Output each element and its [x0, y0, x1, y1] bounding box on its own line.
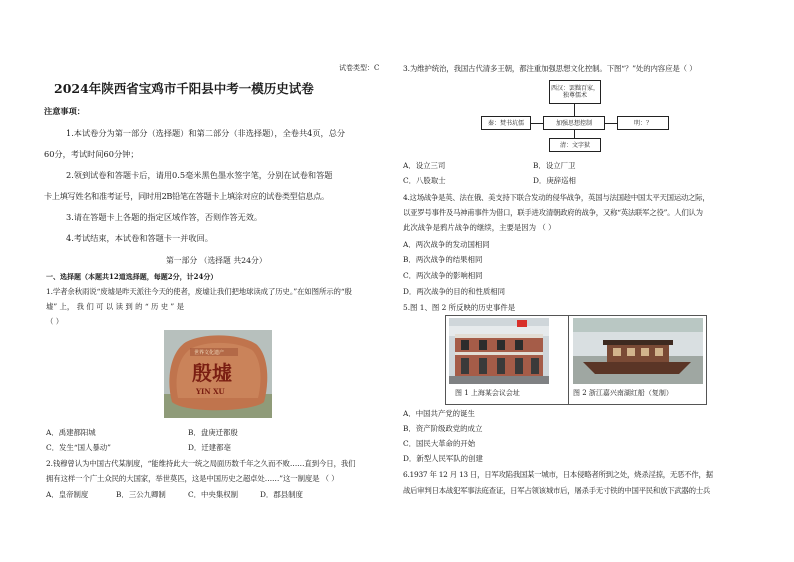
q1-text: 墟” 上， 我 们 可 以 读 到 的 “ 历 史 ” 是 [46, 302, 184, 311]
q3-option-b: B．设立厂卫 [533, 161, 576, 170]
diagram-connector [605, 123, 617, 124]
q5-option-b: B．资产阶级政党的成立 [403, 424, 483, 433]
diagram-connector [531, 123, 543, 124]
q3-option-d: D．庚辞巡相 [533, 176, 576, 185]
q3-option-c: C．八股取士 [403, 176, 446, 185]
page-title: 2024年陕西省宝鸡市千阳县中考一模历史试卷 [54, 81, 314, 96]
notice-heading: 注意事项： [44, 106, 85, 116]
diagram-connector [574, 104, 575, 116]
red-boat-illustration [573, 318, 703, 384]
notice-item: 2.领到试卷和答题卡后，请用0.5毫米黑色墨水签字笔，分别在试卷和答题 [66, 170, 333, 180]
figure1-caption: 图 1 上海某会议会址 [455, 389, 520, 397]
diagram-center-box: 加强思想控制 [543, 116, 605, 130]
figure-divider [568, 315, 569, 405]
diagram-bottom-box: 清：文字狱 [549, 138, 601, 152]
diagram-top-box: 西汉：罢黜百家，独尊儒术 [549, 80, 601, 104]
q6-text: 6.1937 年 12 月 13 日，日军攻陷我国某一城市，日本侵略者所到之处，烧杀淫掠，无恶不作，据 [403, 470, 713, 479]
q5-option-a: A．中国共产党的诞生 [403, 409, 475, 418]
exam-type-label: 试卷类型：C [339, 64, 380, 72]
q2-option-d: D．郡县制度 [260, 490, 303, 499]
q4-option-b: B．两次战争的结果相同 [403, 255, 483, 264]
q1-option-a: A．禹建都阳城 [46, 428, 96, 437]
q1-text: （ ） [46, 317, 64, 326]
q5-text: 5.图 1、图 2 所反映的历史事件是 [403, 303, 516, 312]
diagram-left-box: 秦：焚书坑儒 [481, 116, 531, 130]
notice-item: 3.请在答题卡上各题的指定区域作答，否则作答无效。 [66, 212, 263, 222]
figure2-caption: 图 2 浙江嘉兴南湖红船（复制） [573, 389, 673, 397]
diagram-connector [574, 130, 575, 138]
section-heading: 一、选择题（本题共12道选择题，每题2分，计24分） [46, 272, 218, 281]
q4-option-c: C．两次战争的影响相同 [403, 271, 483, 280]
q4-option-a: A．两次战争的发动国相同 [403, 240, 490, 249]
q2-option-a: A．皇帝制度 [46, 490, 89, 499]
q3-text: 3.为维护统治，我国古代清多王朝，都注重加强思想文化控制。下图“？”处的内容应是（ ） [403, 64, 697, 73]
q2-text: 拥有这样一个广土众民的大国家，举世莫匹，这是中国历史之超卓处……”这一制度是 （ ） [46, 474, 339, 483]
stone-banner: 世界文化遗产 [194, 350, 225, 356]
q4-text: 4.这场战争是英、法在俄、美支持下联合发动的侵华战争，英国与法国趁中国太平天国运动之际， [403, 193, 710, 202]
q4-option-d: D．两次战争的目的和性质相同 [403, 287, 506, 296]
q1-option-d: D．迁建都亳 [188, 443, 231, 452]
q6-text: 战后审判日本战犯军事法庭查证，日军占领该城市后，屠杀手无寸铁的中国平民和放下武器的士兵 [403, 486, 711, 495]
notice-item: 60分，考试时间60分钟； [44, 149, 139, 159]
figure2-photo [573, 318, 703, 384]
q2-text: 2.钱穆曾认为中国古代某制度，“能维持此大一统之局面历数千年之久而不败……直到今日，我们 [46, 459, 356, 468]
notice-item: 4.考试结束，本试卷和答题卡一并收回。 [66, 233, 213, 243]
stone-characters: 殷墟 [192, 361, 232, 385]
q4-text: 此次战争是鸦片战争的继续，主要是因为 （ ） [403, 223, 556, 232]
q1-option-b: B．盘庚迁都殷 [188, 428, 238, 437]
yinxu-stone-photo [164, 330, 272, 418]
q2-option-c: C．中央集权制 [188, 490, 238, 499]
figure1-photo [449, 318, 549, 384]
q4-text: 以亚罗号事件及马神甫事件为借口，联手进攻清朝政府的战争，又称“英法联军之役”。人们认为 [403, 208, 703, 217]
q5-option-d: D．新型人民军队的创建 [403, 454, 483, 463]
part-heading: 第一部分 （选择题 共24分） [166, 256, 267, 265]
notice-item: 卡上填写姓名和准考证号，同时用2B铅笔在答题卡上填涂对应的试卷类型信息点。 [44, 191, 329, 201]
diagram-right-box: 明：？ [617, 116, 669, 130]
notice-item: 1.本试卷分为第一部分（选择题）和第二部分（非选择题），全卷共4页，总分 [66, 128, 346, 138]
shanghai-building-illustration [449, 318, 549, 384]
q1-text: 1.学者余秋雨说“废墟是昨天派往今天的使者，废墟让我们把地球读成了历史。”在如图所示的“殷 [46, 287, 352, 296]
q2-option-b: B．三公九卿制 [116, 490, 166, 499]
stone-pinyin: YIN XU [196, 387, 225, 396]
q5-option-c: C．国民大革命的开始 [403, 439, 476, 448]
q3-option-a: A．设立三司 [403, 161, 446, 170]
q1-option-c: C．发生“国人暴动” [46, 443, 111, 452]
